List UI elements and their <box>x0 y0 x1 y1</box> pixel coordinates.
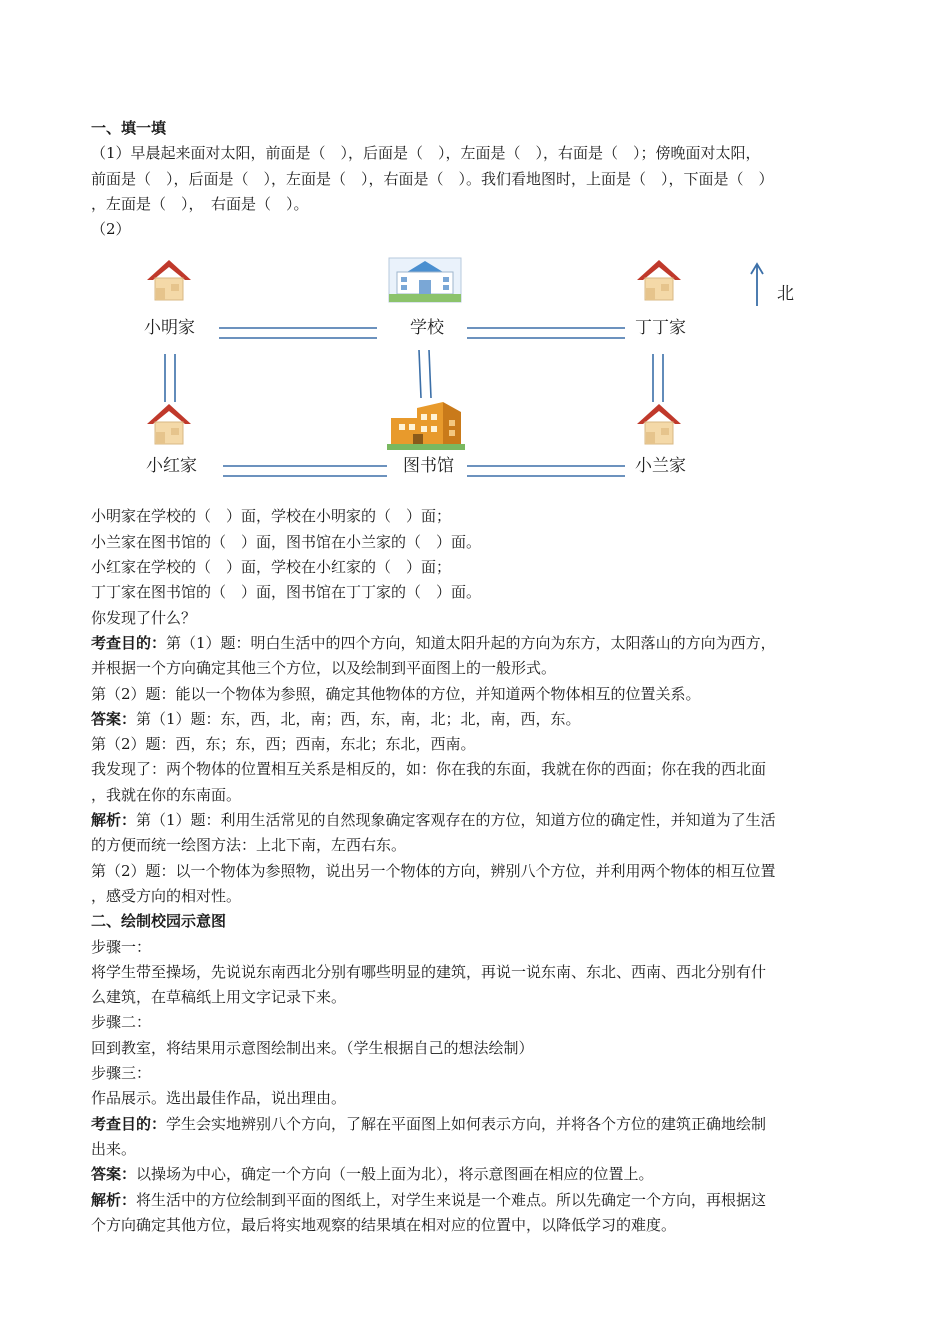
north-label: 北 <box>777 284 794 305</box>
step-2-text: 回到教室，将结果用示意图绘制出来。（学生根据自己的想法绘制） <box>91 1038 534 1057</box>
house-icon-dingding <box>637 260 681 300</box>
road-school-dingding <box>467 328 625 338</box>
q2-label: （2） <box>91 220 131 239</box>
section-2-title: 二、绘制校园示意图 <box>91 912 227 931</box>
step-1-label: 步骤一： <box>91 937 152 956</box>
road-dingding-xiaolan <box>653 354 663 402</box>
q2-line-5: 你发现了什么？ <box>91 608 197 627</box>
s1-answer-label: 答案： <box>91 709 137 728</box>
road-xiaoming-school <box>219 328 377 338</box>
s2-analysis <box>91 1188 861 1213</box>
step-3-label: 步骤三： <box>91 1064 152 1083</box>
s1-purpose-text: 第（1）题：明白生活中的四个方向，知道太阳升起的方向为东方，太阳落山的方向为西方， <box>166 633 776 652</box>
label-dingding: 丁丁家 <box>635 318 686 339</box>
s1-analysis-line-2: 的方便而统一绘图方法：上北下南，左西右东。 <box>91 836 407 855</box>
s2-purpose-label: 考查目的： <box>91 1114 167 1133</box>
q2-line-2: 小兰家在图书馆的（ ）面，图书馆在小兰家的（ ）面。 <box>91 532 482 551</box>
road-school-library <box>419 350 431 398</box>
s1-answer <box>91 707 861 732</box>
s1-answer-line-2: 第（2）题：西，东；东，西；西南，东北；东北，西南。 <box>91 735 476 754</box>
q2-line-4: 丁丁家在图书馆的（ ）面，图书馆在丁丁家的（ ）面。 <box>91 583 482 602</box>
document-page <box>91 116 861 1238</box>
s2-answer <box>91 1162 861 1187</box>
s1-purpose-line-2: 并根据一个方向确定其他三个方位，以及绘制到平面图上的一般形式。 <box>91 659 557 678</box>
s1-answer-line-4: ，我就在你的东南面。 <box>91 785 242 804</box>
road-library-xiaolan <box>467 466 625 476</box>
section-1-title: 一、填一填 <box>91 119 167 137</box>
s1-purpose-label: 考查目的： <box>91 633 167 652</box>
direction-map <box>91 242 861 504</box>
s2-answer-label: 答案： <box>91 1165 137 1184</box>
school-icon <box>389 258 461 302</box>
s2-purpose-text: 学生会实地辨别八个方向，了解在平面图上如何表示方向，并将各个方位的建筑正确地绘制 <box>166 1114 767 1133</box>
north-arrow-icon <box>751 264 763 306</box>
step-2-label: 步骤二： <box>91 1013 152 1032</box>
step-1-line-1: 将学生带至操场，先说说东南西北分别有哪些明显的建筑，再说一说东南、东北、西南、西北分别有什 <box>91 962 767 981</box>
s2-purpose <box>91 1112 861 1137</box>
q2-line-1: 小明家在学校的（ ）面，学校在小明家的（ ）面； <box>91 507 452 526</box>
s1-answer-text: 第（1）题：东，西，北，南；西，东，南，北；北，南，西，东。 <box>136 709 581 728</box>
label-xiaohong: 小红家 <box>146 456 197 477</box>
q1-line-1: （1）早晨起来面对太阳，前面是（ ），后面是（ ），左面是（ ），右面是（ ）；傍晚面对太阳， <box>91 144 761 163</box>
label-school: 学校 <box>410 318 444 339</box>
house-icon-xiaolan <box>637 404 681 444</box>
step-3-text: 作品展示。选出最佳作品，说出理由。 <box>91 1089 347 1108</box>
road-xiaohong-library <box>223 466 387 476</box>
s2-analysis-label: 解析： <box>91 1190 137 1209</box>
map-drawing <box>91 242 861 504</box>
q2-line-3: 小红家在学校的（ ）面，学校在小红家的（ ）面； <box>91 558 452 577</box>
q1-line-3: ，左面是（ ）， 右面是（ ）。 <box>91 194 309 213</box>
q1-line-2: 前面是（ ），后面是（ ），左面是（ ），右面是（ ）。我们看地图时，上面是（ ），下面是（ ） <box>91 169 774 188</box>
label-xiaoming: 小明家 <box>144 318 195 339</box>
label-library: 图书馆 <box>403 456 454 477</box>
s1-purpose <box>91 631 861 656</box>
road-xiaoming-xiaohong <box>165 354 175 402</box>
s2-purpose-line-2: 出来。 <box>91 1139 137 1158</box>
label-xiaolan: 小兰家 <box>635 456 686 477</box>
s2-analysis-text: 将生活中的方位绘制到平面的图纸上，对学生来说是一个难点。所以先确定一个方向，再根据这 <box>136 1190 767 1209</box>
s1-analysis-text: 第（1）题：利用生活常见的自然现象确定客观存在的方位，知道方位的确定性，并知道为了生活 <box>136 811 776 830</box>
s1-purpose-line-3: 第（2）题：能以一个物体为参照，确定其他物体的方位，并知道两个物体相互的位置关系。 <box>91 684 701 703</box>
house-icon-xiaoming <box>147 260 191 300</box>
s1-analysis <box>91 808 861 833</box>
s2-answer-text: 以操场为中心，确定一个方向（一般上面为北），将示意图画在相应的位置上。 <box>136 1165 654 1184</box>
s2-analysis-line-2: 个方向确定其他方位，最后将实地观察的结果填在相对应的位置中，以降低学习的难度。 <box>91 1215 677 1234</box>
s1-analysis-line-3: 第（2）题：以一个物体为参照物，说出另一个物体的方向，辨别八个方位，并利用两个物体的相互位置 <box>91 861 776 880</box>
s1-answer-line-3: 我发现了：两个物体的位置相互关系是相反的，如：你在我的东面，我就在你的西面；你在我的西北面 <box>91 760 767 779</box>
library-icon <box>387 402 465 450</box>
s1-analysis-line-4: ，感受方向的相对性。 <box>91 886 242 905</box>
house-icon-xiaohong <box>147 404 191 444</box>
s1-analysis-label: 解析： <box>91 811 137 830</box>
step-1-line-2: 么建筑，在草稿纸上用文字记录下来。 <box>91 988 347 1007</box>
